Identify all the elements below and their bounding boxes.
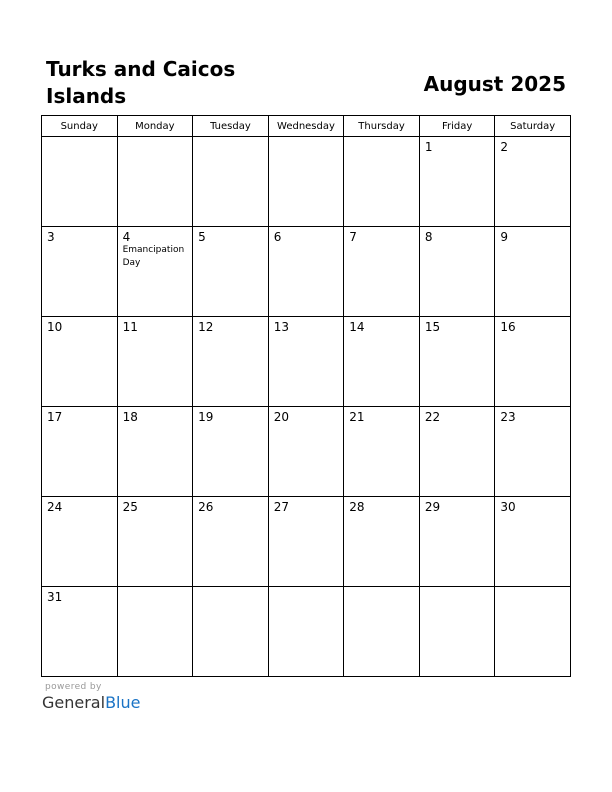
week-row <box>42 497 571 587</box>
day-number: 6 <box>273 230 282 244</box>
day-cell <box>117 137 193 227</box>
day-cell <box>117 587 193 677</box>
day-cell <box>42 587 118 677</box>
day-cell <box>268 227 344 317</box>
day-number: 12 <box>198 320 214 334</box>
day-number <box>344 137 419 140</box>
day-cell <box>344 587 420 677</box>
day-cell <box>344 317 420 407</box>
logo-general-text: General <box>42 693 106 712</box>
day-cell <box>268 407 344 497</box>
day-number: 16 <box>500 320 516 334</box>
day-number <box>193 587 268 590</box>
day-number: 3 <box>47 230 55 244</box>
day-number: 4 <box>122 230 131 244</box>
weekday-header-row <box>42 116 571 137</box>
week-row <box>42 407 571 497</box>
day-number: 23 <box>500 410 516 424</box>
day-number <box>193 137 268 140</box>
day-cell <box>268 587 344 677</box>
day-number: 5 <box>198 230 206 244</box>
week-row <box>42 317 571 407</box>
day-number <box>344 587 419 590</box>
day-number: 19 <box>198 410 214 424</box>
day-cell <box>344 137 420 227</box>
day-cell <box>344 497 420 587</box>
holiday-label: Emancipation Day <box>122 245 185 268</box>
branding <box>42 682 140 713</box>
day-cell <box>193 587 269 677</box>
day-number: 29 <box>424 500 441 514</box>
day-number <box>118 137 193 140</box>
day-number: 24 <box>47 500 63 514</box>
country-title: Turks and Caicos Islands <box>46 57 236 108</box>
day-cell <box>268 137 344 227</box>
day-cell <box>117 227 193 317</box>
day-number: 31 <box>47 590 63 604</box>
day-number: 7 <box>349 230 357 244</box>
logo-blue-text: Blue <box>105 693 141 712</box>
day-cell <box>419 227 495 317</box>
day-cell <box>193 227 269 317</box>
day-number: 9 <box>500 230 509 244</box>
day-number: 14 <box>349 320 365 334</box>
day-number: 21 <box>349 410 365 424</box>
weekday-header: Tuesday <box>193 116 269 137</box>
weekday-header: Saturday <box>495 116 571 137</box>
day-cell <box>42 497 118 587</box>
day-cell <box>42 407 118 497</box>
day-number <box>269 137 344 140</box>
day-cell <box>344 227 420 317</box>
day-cell <box>419 587 495 677</box>
day-number <box>118 587 193 590</box>
day-number: 20 <box>273 410 289 424</box>
day-number: 10 <box>47 320 63 334</box>
weekday-header: Thursday <box>344 116 420 137</box>
day-number: 30 <box>500 500 516 514</box>
day-cell <box>419 497 495 587</box>
day-cell <box>419 407 495 497</box>
day-number <box>269 587 344 590</box>
day-number: 17 <box>47 410 63 424</box>
day-cell <box>117 407 193 497</box>
day-number: 15 <box>424 320 441 334</box>
day-cell <box>268 317 344 407</box>
week-row <box>42 137 571 227</box>
day-number: 25 <box>122 500 138 514</box>
day-cell <box>117 317 193 407</box>
day-number <box>420 587 495 590</box>
day-cell <box>193 497 269 587</box>
weekday-header: Sunday <box>42 116 118 137</box>
day-cell <box>193 317 269 407</box>
day-number: 1 <box>424 140 433 154</box>
day-number <box>495 587 570 590</box>
powered-by-label: powered by <box>45 682 102 692</box>
day-cell <box>42 227 118 317</box>
weekday-header: Monday <box>117 116 193 137</box>
month-year-title: August 2025 <box>423 72 566 96</box>
day-cell <box>268 497 344 587</box>
week-row <box>42 587 571 677</box>
day-cell <box>419 317 495 407</box>
day-number: 28 <box>349 500 365 514</box>
day-cell <box>193 407 269 497</box>
day-cell <box>419 137 495 227</box>
day-cell <box>495 587 571 677</box>
day-cell <box>495 407 571 497</box>
weekday-header: Wednesday <box>268 116 344 137</box>
day-number: 13 <box>273 320 289 334</box>
day-cell <box>495 227 571 317</box>
day-number: 18 <box>122 410 138 424</box>
day-number: 2 <box>500 140 509 154</box>
week-row <box>42 227 571 317</box>
day-cell <box>193 137 269 227</box>
day-number: 27 <box>273 500 289 514</box>
day-cell <box>344 407 420 497</box>
day-cell <box>42 317 118 407</box>
day-cell <box>495 317 571 407</box>
day-number <box>42 137 117 140</box>
generalblue-logo <box>42 693 140 713</box>
day-cell <box>42 137 118 227</box>
day-cell <box>495 137 571 227</box>
calendar-grid <box>41 115 571 677</box>
day-number: 22 <box>424 410 441 424</box>
day-number: 8 <box>424 230 433 244</box>
weekday-header: Friday <box>419 116 495 137</box>
day-cell <box>117 497 193 587</box>
day-cell <box>495 497 571 587</box>
day-number: 26 <box>198 500 214 514</box>
day-number: 11 <box>122 320 138 334</box>
